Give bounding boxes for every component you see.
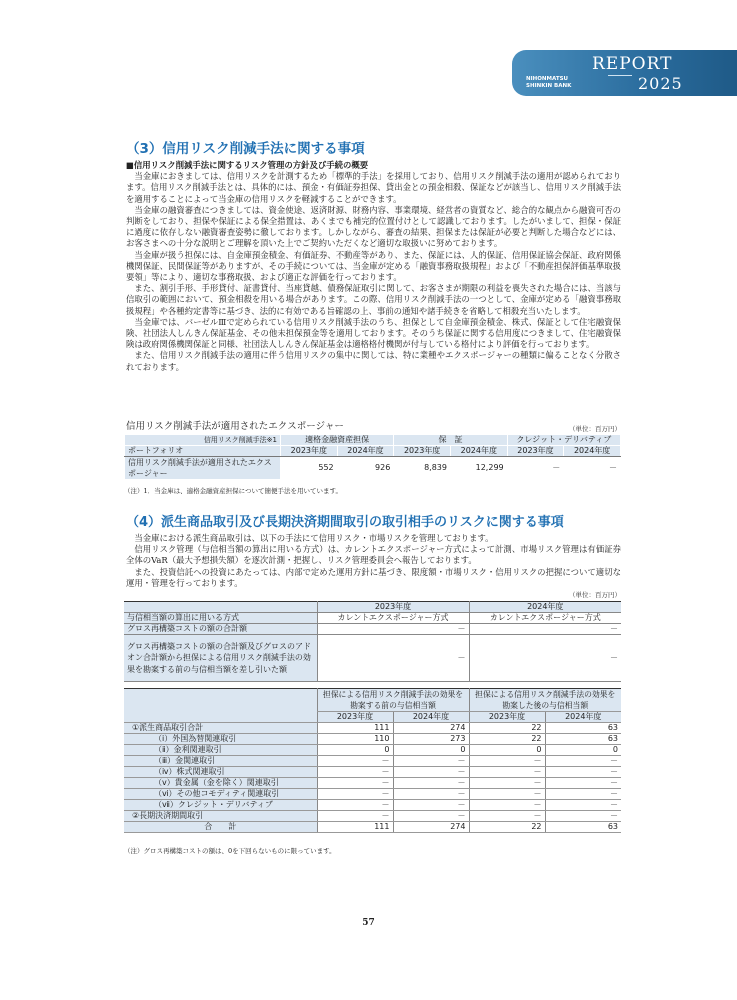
row-label: （ⅲ）金関連取引 bbox=[124, 756, 317, 767]
cell-value: － bbox=[469, 767, 545, 778]
cell-value: － bbox=[317, 635, 469, 682]
cell-value: － bbox=[393, 778, 469, 789]
cell-value: － bbox=[317, 800, 393, 811]
year-header: 2024年度 bbox=[564, 446, 621, 457]
row-label: 信用リスク削減手法が適用されたエクスポージャー bbox=[125, 457, 281, 480]
cell-value: 110 bbox=[317, 734, 393, 745]
cell-value: － bbox=[545, 756, 621, 767]
table-row bbox=[124, 756, 621, 767]
year-header: 2024年度 bbox=[469, 602, 621, 613]
report-badge bbox=[512, 50, 737, 96]
group-header: 適格金融資産担保 bbox=[281, 435, 394, 446]
cell-value: － bbox=[317, 767, 393, 778]
cell-value: 0 bbox=[317, 745, 393, 756]
bank-name-line2: SHINKIN BANK bbox=[526, 83, 572, 89]
cell-value: 0 bbox=[393, 745, 469, 756]
row-label: （ⅰ）外国為替関連取引 bbox=[124, 734, 317, 745]
section3-body bbox=[126, 160, 621, 373]
section3-paragraph: 当金庫におきましては、信用リスクを計測するため「標準的手法」を採用しており、信用リスク削減手法の適用が認められております。信用リスク削減手法とは、具体的には、預金・有価証券担保、貸出金との預金相殺、保証などが該当し、信用リスク削減手法を適用することによって当金庫の信用リスクを軽減することができます。 bbox=[126, 171, 621, 204]
table-row bbox=[124, 734, 621, 745]
year-header: 2023年度 bbox=[507, 446, 564, 457]
row-label: ②長期決済期間取引 bbox=[124, 811, 317, 822]
cell-value: 552 bbox=[281, 457, 338, 480]
cell-value: － bbox=[317, 789, 393, 800]
cell-value: － bbox=[507, 457, 564, 480]
table-row bbox=[124, 789, 621, 800]
group-header: 担保による信用リスク削減手法の効果を勘案した後の与信相当額 bbox=[469, 689, 621, 712]
section3-paragraph: 当金庫では、バーゼルⅢで定められている信用リスク削減手法のうち、担保として自金庫預金積金、株式、保証として住宅融資保険、社団法人しんきん保証基金、その他未担保預金等を適用しております。そのうち保証に関する信用度につきまして、住宅融資保険は政府関係機関保証と同様、社団法人しんきん保証基金は適格格付機関が付与している格付により評価を行っております。 bbox=[126, 316, 621, 350]
cell-value: － bbox=[317, 624, 469, 635]
report-label: REPORT bbox=[592, 54, 673, 74]
row-label: （ⅵ）その他コモディティ関連取引 bbox=[124, 789, 317, 800]
cell-value: 111 bbox=[317, 723, 393, 734]
table-row bbox=[124, 778, 621, 789]
year-header: 2023年度 bbox=[469, 712, 545, 723]
report-year: 2025 bbox=[638, 74, 683, 93]
cell-value: 63 bbox=[545, 822, 621, 833]
year-header: 2023年度 bbox=[317, 712, 393, 723]
cell-value: － bbox=[545, 767, 621, 778]
cell-value: － bbox=[545, 778, 621, 789]
row-label: （ⅱ）金利関連取引 bbox=[124, 745, 317, 756]
cell-value: 274 bbox=[393, 723, 469, 734]
cell-value: 63 bbox=[545, 734, 621, 745]
table-row bbox=[125, 457, 621, 480]
cell-value: － bbox=[393, 789, 469, 800]
row-label: 合 計 bbox=[124, 822, 317, 833]
credit-method-table bbox=[124, 601, 621, 682]
table-row bbox=[124, 811, 621, 822]
row-label: ①派生商品取引合計 bbox=[124, 723, 317, 734]
year-header: 2024年度 bbox=[450, 446, 507, 457]
row-label: （ⅳ）株式関連取引 bbox=[124, 767, 317, 778]
cell-value: － bbox=[469, 756, 545, 767]
cell-value: 8,839 bbox=[394, 457, 451, 480]
row-label: グロス再構築コストの額の合計額及びグロスのアドオン合計額から担保による信用リスク削減手法の効果を勘案する前の与信相当額を差し引いた額 bbox=[124, 635, 317, 682]
cell-value: － bbox=[469, 811, 545, 822]
cell-value: － bbox=[469, 624, 621, 635]
cell-value: 274 bbox=[393, 822, 469, 833]
cell-value: － bbox=[545, 789, 621, 800]
cell-value: － bbox=[317, 756, 393, 767]
table1-unit: （単位：百万円） bbox=[569, 425, 621, 433]
cell-value: － bbox=[469, 635, 621, 682]
derivatives-table bbox=[124, 688, 621, 833]
section3-subheading: ■信用リスク削減手法に関するリスク管理の方針及び手続の概要 bbox=[126, 160, 369, 170]
cell-value: 273 bbox=[393, 734, 469, 745]
cell-value: 22 bbox=[469, 734, 545, 745]
cell-value: 22 bbox=[469, 723, 545, 734]
empty-header bbox=[124, 689, 317, 723]
section3-paragraph: また、割引手形、手形貸付、証書貸付、当座貸越、債務保証取引に関して、お客さまが期限の利益を喪失された場合には、当該与信取引の範囲において、預金相殺を用いる場合があります。この際、信用リスク削減手法の一つとして、金庫が定める「融資事務取扱規程」や各種約定書等に基づき、法的に有効である旨確認の上、事前の通知や諸手続きを省略して相殺充当いたします。 bbox=[126, 283, 621, 316]
section4-paragraph: 信用リスク管理（与信相当額の算出に用いる方式）は、カレントエクスポージャー方式によって計測、市場リスク管理は有価証券全体のVaR（最大予想損失額）を逐次計測・把握し、リスク管理委員会へ報告しております。 bbox=[126, 544, 621, 566]
table-row-total bbox=[124, 822, 621, 833]
year-header: 2024年度 bbox=[337, 446, 394, 457]
empty-header bbox=[124, 602, 317, 613]
row-label: グロス再構築コストの額の合計額 bbox=[124, 624, 317, 635]
year-header: 2023年度 bbox=[281, 446, 338, 457]
cell-value: － bbox=[393, 800, 469, 811]
cell-value: － bbox=[393, 811, 469, 822]
year-header: 2023年度 bbox=[317, 602, 469, 613]
cell-value: 12,299 bbox=[450, 457, 507, 480]
group-header: 保 証 bbox=[394, 435, 507, 446]
table-row bbox=[124, 723, 621, 734]
year-header: 2024年度 bbox=[393, 712, 469, 723]
section4-body bbox=[126, 533, 621, 589]
section4-paragraph: 当金庫における派生商品取引は、以下の手法にて信用リスク・市場リスクを管理しております。 bbox=[134, 533, 494, 543]
group-header: 担保による信用リスク削減手法の効果を勘案する前の与信相当額 bbox=[317, 689, 469, 712]
table-row bbox=[124, 767, 621, 778]
badge-divider bbox=[608, 75, 632, 76]
table-row bbox=[124, 800, 621, 811]
cell-value: 0 bbox=[545, 745, 621, 756]
cell-value: － bbox=[545, 800, 621, 811]
cell-value: 22 bbox=[469, 822, 545, 833]
table-row bbox=[124, 635, 621, 682]
year-header: 2023年度 bbox=[394, 446, 451, 457]
section4-paragraph: また、投資信託への投資にあたっては、内部で定めた運用方針に基づき、限度額・市場リスク・信用リスクの把握について適切な運用・管理を行っております。 bbox=[126, 566, 621, 588]
section3-paragraph: 当金庫の融資審査につきましては、資金使途、返済財源、財務内容、事業環境、経営者の資質など、総合的な観点から融資可否の判断をしており、担保や保証による保全措置は、あくまでも補完的位置付けとして認識しております。したがいまして、担保・保証に過度に依存しない融資審査姿勢に徹しております。しかしながら、審査の結果、担保または保証が必要と判断した場合などには、お客さまへの十分な説明とご理解を頂いた上でご契約いただくなど適切な取扱いに努めております。 bbox=[126, 204, 621, 249]
cell-value: 111 bbox=[317, 822, 393, 833]
cell-value: カレントエクスポージャー方式 bbox=[317, 613, 469, 624]
row-label: （ⅶ）クレジット・デリバティブ bbox=[124, 800, 317, 811]
table3-note: （注）グロス再構築コストの額は、0を下回らないものに限っています。 bbox=[124, 847, 336, 855]
bank-name bbox=[526, 76, 586, 90]
group-header: クレジット・デリバティブ bbox=[507, 435, 620, 446]
cell-value: 926 bbox=[337, 457, 394, 480]
cell-value: カレントエクスポージャー方式 bbox=[469, 613, 621, 624]
row-label: （ⅴ）貴金属（金を除く）関連取引 bbox=[124, 778, 317, 789]
section3-paragraph: 当金庫が扱う担保には、自金庫預金積金、有価証券、不動産等があり、また、保証には、人的保証、信用保証協会保証、政府関係機関保証、民間保証等がありますが、その手続については、当金庫が定める「融資事務取扱規程」および「不動産担保評価基準取扱要領」等により、適切な事務取扱、および適正な評価を行っております。 bbox=[126, 249, 621, 283]
corner-bottom: ポートフォリオ bbox=[125, 446, 281, 457]
section3-title: （3）信用リスク削減手法に関する事項 bbox=[126, 141, 365, 157]
table1-title: 信用リスク削減手法が適用されたエクスポージャー bbox=[126, 421, 344, 432]
bank-name-line1: NIHONMATSU bbox=[526, 76, 569, 82]
cell-value: － bbox=[564, 457, 621, 480]
cell-value: － bbox=[469, 789, 545, 800]
exposure-table bbox=[124, 434, 621, 480]
section4-title: （4）派生商品取引及び長期決済期間取引の取引相手のリスクに関する事項 bbox=[126, 515, 564, 530]
cell-value: － bbox=[393, 767, 469, 778]
cell-value: － bbox=[317, 778, 393, 789]
section3-paragraph: また、信用リスク削減手法の適用に伴う信用リスクの集中に関しては、特に業種やエクスポージャーの種類に偏ることなく分散されております。 bbox=[126, 350, 621, 372]
table-row bbox=[124, 624, 621, 635]
table1-note: （注）1．当金庫は、適格金融資産担保について簡便手法を用いています。 bbox=[124, 487, 342, 495]
page-number: 57 bbox=[362, 918, 375, 928]
table2-unit: （単位：百万円） bbox=[569, 591, 621, 599]
row-label: 与信相当額の算出に用いる方式 bbox=[124, 613, 317, 624]
cell-value: 63 bbox=[545, 723, 621, 734]
table-row bbox=[124, 745, 621, 756]
year-header: 2024年度 bbox=[545, 712, 621, 723]
cell-value: － bbox=[469, 778, 545, 789]
cell-value: 0 bbox=[469, 745, 545, 756]
cell-value: － bbox=[545, 811, 621, 822]
cell-value: － bbox=[393, 756, 469, 767]
cell-value: － bbox=[317, 811, 393, 822]
cell-value: － bbox=[469, 800, 545, 811]
corner-top: 信用リスク削減手法※1 bbox=[125, 435, 281, 446]
table-row bbox=[124, 613, 621, 624]
